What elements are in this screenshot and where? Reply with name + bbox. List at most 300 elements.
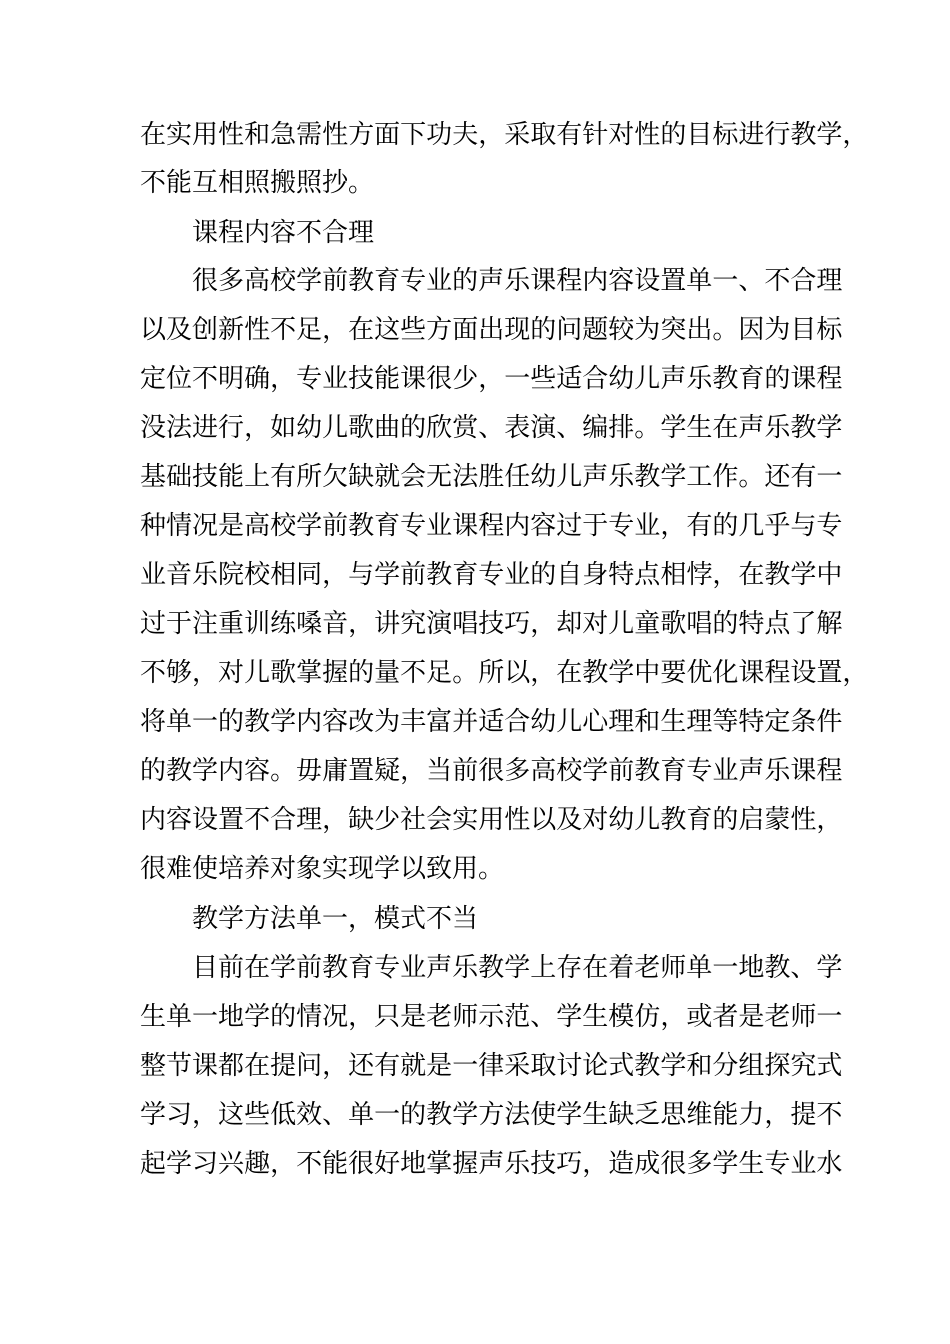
glyph: 目 <box>686 120 713 150</box>
glyph: 的 <box>530 560 557 590</box>
glyph: 是 <box>738 1002 765 1032</box>
glyph: 专 <box>296 364 323 394</box>
glyph: 些 <box>530 364 557 394</box>
glyph: 趣 <box>244 1149 271 1179</box>
glyph: 乐 <box>608 462 635 492</box>
glyph: 技 <box>478 609 505 639</box>
glyph: 在 <box>244 1051 271 1081</box>
glyph: 优 <box>686 658 713 688</box>
glyph: 现 <box>504 315 531 345</box>
glyph: 法 <box>166 413 193 443</box>
glyph: 育 <box>452 560 479 590</box>
glyph: 方 <box>426 315 453 345</box>
glyph: 点 <box>634 560 661 590</box>
glyph: 性 <box>244 315 271 345</box>
glyph: 论 <box>582 1051 609 1081</box>
glyph: 音 <box>166 560 193 590</box>
glyph: 合 <box>790 266 817 296</box>
glyph: 课 <box>530 266 557 296</box>
glyph: 专 <box>686 756 713 786</box>
glyph: 课 <box>738 658 765 688</box>
glyph: 学 <box>192 756 219 786</box>
glyph: 创 <box>192 315 219 345</box>
glyph: 学 <box>296 266 323 296</box>
glyph: 将 <box>140 707 167 737</box>
glyph: ， <box>192 658 219 688</box>
glyph: 歌 <box>348 413 375 443</box>
glyph: 校 <box>270 266 297 296</box>
glyph: 学 <box>504 953 531 983</box>
glyph: 够 <box>166 658 193 688</box>
glyph: 乐 <box>192 560 219 590</box>
glyph: 位 <box>166 364 193 394</box>
glyph: 内 <box>582 266 609 296</box>
glyph: ， <box>530 658 557 688</box>
glyph: 巧 <box>556 1149 583 1179</box>
glyph: ， <box>478 120 505 150</box>
glyph: 训 <box>244 609 271 639</box>
glyph: 定 <box>140 364 167 394</box>
glyph: 学 <box>816 120 843 150</box>
glyph: 儿 <box>322 413 349 443</box>
glyph: 专 <box>816 511 843 541</box>
glyph: 高 <box>244 511 271 541</box>
glyph: 蒙 <box>764 805 791 835</box>
glyph: 效 <box>296 1100 323 1130</box>
glyph: ， <box>816 805 843 835</box>
glyph: 技 <box>530 1149 557 1179</box>
glyph: 声 <box>426 953 453 983</box>
glyph: 置 <box>660 266 687 296</box>
glyph: 造 <box>608 1149 635 1179</box>
section-heading: 课程内容不合理 <box>192 218 375 248</box>
glyph: 相 <box>660 560 687 590</box>
glyph: 维 <box>686 1100 713 1130</box>
glyph: 一 <box>192 1002 219 1032</box>
glyph: 明 <box>218 364 245 394</box>
glyph: 都 <box>218 1051 245 1081</box>
glyph: 唱 <box>452 609 479 639</box>
glyph: 学 <box>296 511 323 541</box>
glyph: 行 <box>218 413 245 443</box>
glyph: 学 <box>140 1100 167 1130</box>
text-line <box>140 803 843 837</box>
glyph: 乐 <box>504 266 531 296</box>
glyph: 幼 <box>608 364 635 394</box>
glyph: 课 <box>790 364 817 394</box>
glyph: 设 <box>634 266 661 296</box>
glyph: 实 <box>166 120 193 150</box>
glyph: 特 <box>738 707 765 737</box>
glyph: 演 <box>426 609 453 639</box>
glyph: 教 <box>712 364 739 394</box>
glyph: 。 <box>452 658 479 688</box>
glyph: 、 <box>530 1002 557 1032</box>
glyph: 有 <box>270 462 297 492</box>
glyph: 这 <box>218 1100 245 1130</box>
glyph: 学 <box>166 1149 193 1179</box>
glyph: 理 <box>686 707 713 737</box>
glyph: 是 <box>218 511 245 541</box>
glyph: 础 <box>166 462 193 492</box>
glyph: 乐 <box>686 364 713 394</box>
text-line <box>140 313 843 347</box>
text-line <box>140 705 843 739</box>
glyph: 范 <box>504 1002 531 1032</box>
glyph: 确 <box>244 364 271 394</box>
glyph: 教 <box>790 120 817 150</box>
glyph: 业 <box>790 1149 817 1179</box>
glyph: 低 <box>270 1100 297 1130</box>
glyph: 院 <box>218 560 245 590</box>
glyph: 学 <box>660 462 687 492</box>
glyph: 设 <box>192 805 219 835</box>
glyph: 学 <box>608 658 635 688</box>
glyph: 学 <box>660 413 687 443</box>
glyph: 地 <box>400 1149 427 1179</box>
text-line <box>140 754 843 788</box>
glyph: 多 <box>686 1149 713 1179</box>
glyph: 教 <box>426 1100 453 1130</box>
glyph: 节 <box>166 1051 193 1081</box>
glyph: 高 <box>244 266 271 296</box>
glyph: 所 <box>296 462 323 492</box>
glyph: 幼 <box>530 462 557 492</box>
glyph: 巧 <box>504 609 531 639</box>
glyph: 幼 <box>296 413 323 443</box>
glyph: 行 <box>764 120 791 150</box>
glyph: 于 <box>582 511 609 541</box>
glyph: 单 <box>348 1100 375 1130</box>
glyph: 乎 <box>764 511 791 541</box>
glyph: 几 <box>738 511 765 541</box>
glyph: 内 <box>140 805 167 835</box>
glyph: 歌 <box>270 658 297 688</box>
glyph: 有 <box>374 1051 401 1081</box>
glyph: 合 <box>270 805 297 835</box>
glyph: 好 <box>374 1149 401 1179</box>
glyph: 老 <box>764 1002 791 1032</box>
glyph: 学 <box>556 1100 583 1130</box>
glyph: 儿 <box>608 609 635 639</box>
glyph: 少 <box>374 805 401 835</box>
glyph: 学 <box>790 560 817 590</box>
glyph: 这 <box>374 315 401 345</box>
glyph: 业 <box>634 511 661 541</box>
glyph: 育 <box>686 805 713 835</box>
glyph: 一 <box>504 364 531 394</box>
glyph: 有 <box>790 462 817 492</box>
glyph: 不 <box>244 805 271 835</box>
glyph: 乐 <box>504 1149 531 1179</box>
glyph: 老 <box>426 1002 453 1032</box>
glyph: 教 <box>322 953 349 983</box>
glyph: 提 <box>790 1100 817 1130</box>
glyph: 较 <box>608 315 635 345</box>
glyph: 练 <box>270 609 297 639</box>
glyph: 的 <box>712 609 739 639</box>
glyph: 业 <box>426 266 453 296</box>
glyph: 究 <box>790 1051 817 1081</box>
glyph: 了 <box>790 609 817 639</box>
glyph: 教 <box>634 756 661 786</box>
glyph: 在 <box>244 953 271 983</box>
glyph: 对 <box>608 120 635 150</box>
glyph: 等 <box>712 707 739 737</box>
glyph: 前 <box>296 953 323 983</box>
glyph: 对 <box>582 609 609 639</box>
glyph: ， <box>348 1002 375 1032</box>
glyph: 和 <box>244 120 271 150</box>
glyph: 定 <box>764 707 791 737</box>
glyph: 一 <box>452 1051 479 1081</box>
glyph: 讲 <box>374 609 401 639</box>
glyph: 容 <box>322 707 349 737</box>
glyph: 富 <box>426 707 453 737</box>
text-line <box>192 951 843 985</box>
glyph: 的 <box>660 120 687 150</box>
glyph: 于 <box>166 609 193 639</box>
glyph: 单 <box>166 1002 193 1032</box>
glyph: 法 <box>452 462 479 492</box>
glyph: 前 <box>322 511 349 541</box>
glyph: 还 <box>348 1051 375 1081</box>
glyph: 单 <box>686 953 713 983</box>
text-line: 很难使培养对象实现学以致用。 <box>140 854 505 884</box>
glyph: 以 <box>530 805 557 835</box>
glyph: 编 <box>582 413 609 443</box>
glyph: 曲 <box>374 413 401 443</box>
glyph: 存 <box>556 953 583 983</box>
glyph: 对 <box>218 658 245 688</box>
glyph: 育 <box>374 266 401 296</box>
glyph: 法 <box>504 1100 531 1130</box>
glyph: 身 <box>582 560 609 590</box>
glyph: 庸 <box>322 756 349 786</box>
glyph: 学 <box>270 953 297 983</box>
glyph: 一 <box>816 1002 843 1032</box>
glyph: 以 <box>504 658 531 688</box>
glyph: 程 <box>816 364 843 394</box>
glyph: ， <box>244 413 271 443</box>
glyph: 面 <box>452 315 479 345</box>
glyph: 要 <box>660 658 687 688</box>
glyph: 目 <box>790 315 817 345</box>
glyph: ， <box>842 120 869 150</box>
glyph: 专 <box>374 953 401 983</box>
glyph: 很 <box>660 1149 687 1179</box>
glyph: 学 <box>712 1149 739 1179</box>
glyph: 技 <box>348 364 375 394</box>
glyph: 疑 <box>374 756 401 786</box>
glyph: 唱 <box>686 609 713 639</box>
glyph: 任 <box>504 462 531 492</box>
glyph: 掌 <box>426 1149 453 1179</box>
glyph: 不 <box>192 364 219 394</box>
glyph: 不 <box>400 658 427 688</box>
glyph: 在 <box>348 315 375 345</box>
glyph: 面 <box>374 120 401 150</box>
glyph: 所 <box>478 658 505 688</box>
glyph: 生 <box>738 1149 765 1179</box>
glyph: 师 <box>660 953 687 983</box>
glyph: 校 <box>270 511 297 541</box>
glyph: 况 <box>322 1002 349 1032</box>
glyph: 使 <box>530 1100 557 1130</box>
glyph: ， <box>270 1149 297 1179</box>
glyph: 生 <box>686 413 713 443</box>
glyph: 、 <box>738 266 765 296</box>
glyph: 化 <box>712 658 739 688</box>
glyph: 教 <box>790 413 817 443</box>
glyph: 合 <box>582 364 609 394</box>
glyph: 演 <box>530 413 557 443</box>
text-line <box>140 607 843 641</box>
glyph: 出 <box>478 315 505 345</box>
glyph: 式 <box>816 1051 843 1081</box>
glyph: 的 <box>712 805 739 835</box>
glyph: ， <box>478 364 505 394</box>
glyph: 中 <box>634 658 661 688</box>
glyph: ， <box>322 805 349 835</box>
glyph: 问 <box>556 315 583 345</box>
glyph: 实 <box>452 805 479 835</box>
glyph: 生 <box>660 707 687 737</box>
glyph: 容 <box>244 756 271 786</box>
glyph: 少 <box>452 364 479 394</box>
glyph: 工 <box>686 462 713 492</box>
glyph: 教 <box>348 511 375 541</box>
glyph: ， <box>530 609 557 639</box>
glyph: 注 <box>192 609 219 639</box>
glyph: 性 <box>790 805 817 835</box>
glyph: 悖 <box>686 560 713 590</box>
glyph: ， <box>764 1100 791 1130</box>
glyph: 上 <box>244 462 271 492</box>
glyph: 专 <box>764 1149 791 1179</box>
glyph: 目 <box>192 953 219 983</box>
text-line <box>140 460 843 494</box>
glyph: 是 <box>426 1051 453 1081</box>
glyph: 赏 <box>452 413 479 443</box>
glyph: 理 <box>296 805 323 835</box>
glyph: 学 <box>582 756 609 786</box>
glyph: 欣 <box>426 413 453 443</box>
glyph: 学 <box>816 413 843 443</box>
glyph: 缺 <box>608 1100 635 1130</box>
glyph: 中 <box>816 560 843 590</box>
text-line <box>192 264 843 298</box>
glyph: 学 <box>270 707 297 737</box>
glyph: ， <box>712 560 739 590</box>
glyph: 是 <box>400 1002 427 1032</box>
glyph: 教 <box>634 1051 661 1081</box>
glyph: 量 <box>374 658 401 688</box>
glyph: 多 <box>504 756 531 786</box>
glyph: 育 <box>348 953 375 983</box>
glyph: 技 <box>192 462 219 492</box>
glyph: 兴 <box>218 1149 245 1179</box>
glyph: ， <box>582 1149 609 1179</box>
glyph: 毋 <box>296 756 323 786</box>
glyph: 老 <box>634 953 661 983</box>
glyph: 握 <box>322 658 349 688</box>
glyph: 置 <box>218 805 245 835</box>
glyph: 教 <box>348 266 375 296</box>
glyph: 前 <box>452 756 479 786</box>
glyph: 夫 <box>452 120 479 150</box>
glyph: 在 <box>738 560 765 590</box>
glyph: 因 <box>738 315 765 345</box>
glyph: 特 <box>608 560 635 590</box>
glyph: 些 <box>244 1100 271 1130</box>
glyph: 会 <box>426 805 453 835</box>
glyph: 标 <box>816 315 843 345</box>
glyph: 整 <box>140 1051 167 1081</box>
glyph: 声 <box>738 756 765 786</box>
glyph: 急 <box>270 120 297 150</box>
glyph: 学 <box>660 1051 687 1081</box>
glyph: 教 <box>582 658 609 688</box>
glyph: 问 <box>296 1051 323 1081</box>
glyph: 在 <box>140 120 167 150</box>
glyph: 就 <box>400 1051 427 1081</box>
glyph: 探 <box>764 1051 791 1081</box>
glyph: 模 <box>608 1002 635 1032</box>
glyph: 儿 <box>556 462 583 492</box>
glyph: 音 <box>322 609 349 639</box>
glyph: ， <box>842 658 869 688</box>
glyph: 有 <box>556 120 583 150</box>
glyph: 教 <box>478 953 505 983</box>
glyph: 生 <box>582 1002 609 1032</box>
glyph: 性 <box>322 120 349 150</box>
glyph: 习 <box>192 1149 219 1179</box>
glyph: 乏 <box>634 1100 661 1130</box>
glyph: 针 <box>582 120 609 150</box>
glyph: 乐 <box>452 953 479 983</box>
glyph: ， <box>660 511 687 541</box>
glyph: 专 <box>400 511 427 541</box>
glyph: 容 <box>530 511 557 541</box>
glyph: 专 <box>400 266 427 296</box>
glyph: 生 <box>140 1002 167 1032</box>
glyph: 作 <box>712 462 739 492</box>
glyph: 对 <box>582 805 609 835</box>
glyph: 采 <box>504 120 531 150</box>
glyph: 件 <box>816 707 843 737</box>
glyph: 下 <box>400 120 427 150</box>
glyph: ， <box>322 1051 349 1081</box>
glyph: 地 <box>738 953 765 983</box>
glyph: 业 <box>426 511 453 541</box>
glyph: 点 <box>764 609 791 639</box>
glyph: 合 <box>504 707 531 737</box>
glyph: 仿 <box>634 1002 661 1032</box>
glyph: 前 <box>218 953 245 983</box>
glyph: 及 <box>556 805 583 835</box>
glyph: 没 <box>140 413 167 443</box>
glyph: 突 <box>660 315 687 345</box>
glyph: 业 <box>400 953 427 983</box>
glyph: 的 <box>712 511 739 541</box>
glyph: 基 <box>140 462 167 492</box>
glyph: ， <box>660 1002 687 1032</box>
glyph: 、 <box>790 953 817 983</box>
glyph: 着 <box>608 953 635 983</box>
glyph: 的 <box>400 413 427 443</box>
glyph: 适 <box>556 364 583 394</box>
